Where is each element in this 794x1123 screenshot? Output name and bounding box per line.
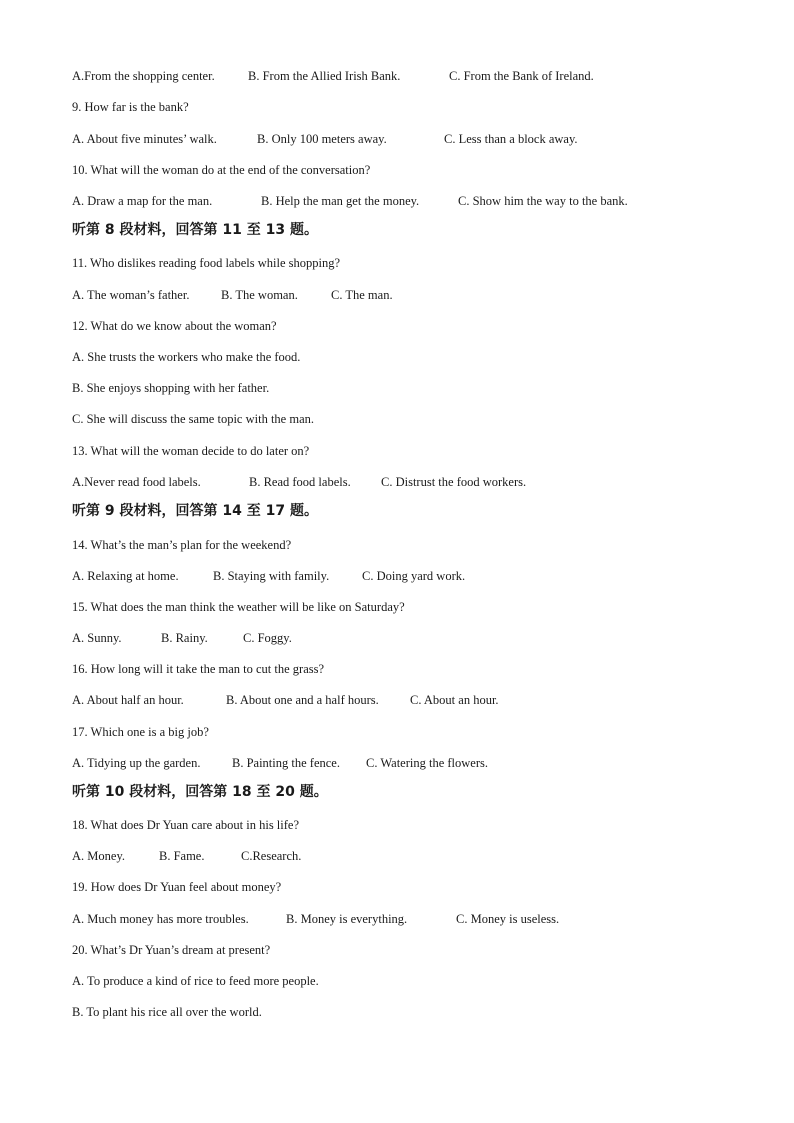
- question-text: C. She will discuss the same topic with the man.: [72, 412, 314, 426]
- answer-option: A. About five minutes’ walk.: [72, 132, 217, 146]
- question-text: 10. What will the woman do at the end of the conversation?: [72, 163, 371, 177]
- question-text: 14. What’s the man’s plan for the weekend?: [72, 538, 292, 552]
- answer-option: A. The woman’s father.: [72, 288, 190, 302]
- question-text: B. To plant his rice all over the world.: [72, 1005, 262, 1019]
- answer-option: B. Rainy.: [161, 631, 208, 645]
- answer-option: B. Fame.: [159, 849, 205, 863]
- question-text: 17. Which one is a big job?: [72, 725, 209, 739]
- answer-option: B. Read food labels.: [249, 475, 351, 489]
- answer-option: A. Sunny.: [72, 631, 122, 645]
- answer-option: A.From the shopping center.: [72, 69, 215, 83]
- answer-option: A. Tidying up the garden.: [72, 756, 201, 770]
- answer-option: C. Show him the way to the bank.: [458, 194, 628, 208]
- section-heading: 听第 8 段材料，回答第 11 至 13 题。: [72, 222, 318, 238]
- question-text: 20. What’s Dr Yuan’s dream at present?: [72, 943, 271, 957]
- answer-option: C.Research.: [241, 849, 302, 863]
- answer-option: C. Money is useless.: [456, 912, 560, 926]
- answer-option: A. Relaxing at home.: [72, 569, 179, 583]
- section-heading: 听第 10 段材料，回答第 18 至 20 题。: [72, 784, 328, 800]
- question-text: A. To produce a kind of rice to feed more people.: [72, 974, 319, 988]
- question-text: B. She enjoys shopping with her father.: [72, 381, 270, 395]
- answer-option: B. The woman.: [221, 288, 298, 302]
- section-heading: 听第 9 段材料，回答第 14 至 17 题。: [72, 503, 318, 519]
- question-text: 16. How long will it take the man to cut the grass?: [72, 662, 325, 676]
- question-text: 11. Who dislikes reading food labels while shopping?: [72, 256, 341, 270]
- question-text: 9. How far is the bank?: [72, 100, 189, 114]
- answer-option: B. About one and a half hours.: [226, 693, 379, 707]
- answer-option: C. Less than a block away.: [444, 132, 578, 146]
- question-text: 15. What does the man think the weather will be like on Saturday?: [72, 600, 405, 614]
- answer-option: A. Much money has more troubles.: [72, 912, 249, 926]
- answer-option: B. Help the man get the money.: [261, 194, 420, 208]
- answer-option: C. About an hour.: [410, 693, 499, 707]
- question-text: 18. What does Dr Yuan care about in his life?: [72, 818, 300, 832]
- answer-option: A. Draw a map for the man.: [72, 194, 213, 208]
- answer-option: C. Foggy.: [243, 631, 292, 645]
- answer-option: B. Staying with family.: [213, 569, 330, 583]
- answer-option: C. The man.: [331, 288, 393, 302]
- answer-option: C. Watering the flowers.: [366, 756, 488, 770]
- answer-option: B. From the Allied Irish Bank.: [248, 69, 401, 83]
- answer-option: A.Never read food labels.: [72, 475, 201, 489]
- answer-option: B. Money is everything.: [286, 912, 408, 926]
- answer-option: B. Painting the fence.: [232, 756, 340, 770]
- answer-option: A. Money.: [72, 849, 126, 863]
- answer-option: A. About half an hour.: [72, 693, 184, 707]
- answer-option: C. From the Bank of Ireland.: [449, 69, 594, 83]
- question-text: A. She trusts the workers who make the food.: [72, 350, 301, 364]
- answer-option: C. Distrust the food workers.: [381, 475, 527, 489]
- question-text: 13. What will the woman decide to do later on?: [72, 444, 310, 458]
- answer-option: B. Only 100 meters away.: [257, 132, 387, 146]
- question-text: 19. How does Dr Yuan feel about money?: [72, 880, 282, 894]
- question-text: 12. What do we know about the woman?: [72, 319, 277, 333]
- answer-option: C. Doing yard work.: [362, 569, 466, 583]
